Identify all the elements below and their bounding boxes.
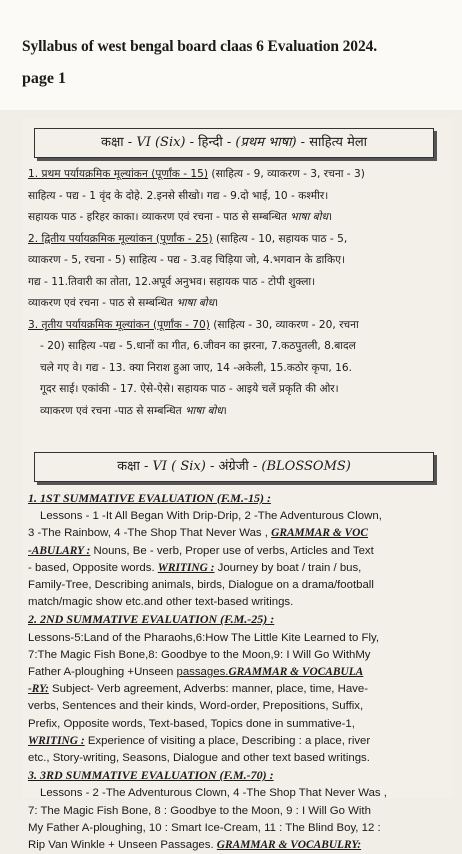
summative-2-line: Father A-ploughing +Unseen passages.GRAMMAR & VOCABULA <box>28 666 364 679</box>
summative-2-line: Prefix, Opposite words, Text-based, Topics done in summative-1, <box>28 717 355 730</box>
hindi-syllabus-line: गूदर साई। एकांकी - 17. ऐसे-ऐसे। सहायक पाठ - आइये चलें प्रकृति की ओर। <box>40 383 339 395</box>
summative-1-line: match/magic show etc.and other text-based writings. <box>28 596 294 609</box>
english-section-heading: कक्षा - VI ( Six) - अंग्रेजी - (BLOSSOMS) <box>34 452 434 482</box>
hindi-evaluation-heading: 3. तृतीय पर्यायक्रमिक मूल्यांकन (पूर्णांक - 70) (साहित्य - 30, व्याकरण - 20, रचना <box>28 318 359 331</box>
summative-3-line: Rip Van Winkle + Unseen Passages. GRAMMAR & VOCABULRY: <box>28 839 362 852</box>
hindi-syllabus-line: चले गए वे। गद्य - 13. क्या निराश हुआ जाए, 14 -अकेली, 15.कठोर कृपा, 16. <box>40 361 352 374</box>
hindi-syllabus-line: व्याकरण एवं रचना - पाठ से सम्बन्धित भाषा बोध। <box>28 297 219 309</box>
summative-1-line: - based, Opposite words. WRITING : Journey by boat / train / bus, <box>28 561 362 574</box>
summative-2-line: 7:The Magic Fish Bone,8: Goodbye to the Moon,9: I Will Go WithMy <box>28 648 371 661</box>
hindi-syllabus-line: व्याकरण - 5, रचना - 5) साहित्य - पद्य - 3.वह चिड़िया जो, 4.भगवान के डाकिए। <box>28 254 345 266</box>
hindi-syllabus-line: - 20) साहित्य -पद्य - 5.धानों का गीत, 6.जीवन का झरना, 7.कठपुतली, 8.बादल <box>40 340 356 352</box>
hindi-syllabus-line: गद्य - 11.तिवारी का तोता, 12.अपूर्व अनुभव। सहायक पाठ - टोपी शुक्ला। <box>28 275 316 288</box>
summative-3-heading: 3. 3RD SUMMATIVE EVALUATION (F.M.-70) : <box>28 768 274 783</box>
summative-2-heading: 2. 2ND SUMMATIVE EVALUATION (F.M.-25) : <box>28 612 275 627</box>
summative-2-line: etc., Story-writing, Seasons, Dialogue and other text based writings. <box>28 752 370 765</box>
english-syllabus-body <box>28 490 448 854</box>
hindi-syllabus-line: सहायक पाठ - हरिहर काका। व्याकरण एवं रचना - पाठ से सम्बन्धित भाषा बोध। <box>28 211 332 223</box>
document-title: Syllabus of west bengal board claas 6 Evaluation 2024. <box>22 38 378 55</box>
summative-2-line: verbs, Sentences and their kinds, Word-order, Prepositions, Suffix, <box>28 700 364 713</box>
page-label: page 1 <box>22 70 66 87</box>
summative-1-line: Lessons - 1 -It All Began With Drip-Drip, 2 -The Adventurous Clown, <box>40 510 382 523</box>
hindi-evaluation-heading: 1. प्रथम पर्यायक्रमिक मूल्यांकन (पूर्णांक - 15) (साहित्य - 9, व्याकरण - 3, रचना - 3) <box>28 168 365 180</box>
hindi-evaluation-heading: 2. द्वितीय पर्यायक्रमिक मूल्यांकन (पूर्णांक - 25) (साहित्य - 10, सहायक पाठ - 5, <box>28 232 348 245</box>
hindi-section-heading: कक्षा - VI (Six) - हिन्दी - (प्रथम भाषा) - साहित्य मेला <box>34 128 434 158</box>
summative-1-heading: 1. 1ST SUMMATIVE EVALUATION (F.M.-15) : <box>28 491 271 505</box>
hindi-syllabus-line: साहित्य - पद्य - 1 वृंद के दोहे. 2.इनसे सीखो। गद्य - 9.दो भाई, 10 - कश्मीर। <box>28 189 329 202</box>
scanned-syllabus-page <box>22 118 452 852</box>
summative-1-line: Family-Tree, Describing animals, birds, Dialogue on a drama/football <box>28 579 374 592</box>
summative-3-line: Lessons - 2 -The Adventurous Clown, 4 -The Shop That Never Was , <box>40 787 387 800</box>
summative-2-line: -RY: Subject- Verb agreement, Adverbs: manner, place, time, Have- <box>28 683 368 696</box>
hindi-syllabus-line: व्याकरण एवं रचना -पाठ से सम्बन्धित भाषा बोध। <box>40 404 227 417</box>
hindi-syllabus-body <box>28 164 446 422</box>
summative-2-line: WRITING : Experience of visiting a place, Describing : a place, river <box>28 734 371 747</box>
summative-1-line: -ABULARY : Nouns, Be - verb, Proper use of verbs, Articles and Text <box>28 544 374 557</box>
summative-3-line: My Father A-ploughing, 10 : Smart Ice-Cream, 11 : The Blind Boy, 12 : <box>28 821 381 834</box>
summative-1-line: 3 -The Rainbow, 4 -The Shop That Never Was , GRAMMAR & VOC <box>28 527 368 540</box>
summative-3-line: 7: The Magic Fish Bone, 8 : Goodbye to the Moon, 9 : I Will Go With <box>28 804 371 817</box>
summative-2-line: Lessons-5:Land of the Pharaohs,6:How The Little Kite Learned to Fly, <box>28 631 380 644</box>
